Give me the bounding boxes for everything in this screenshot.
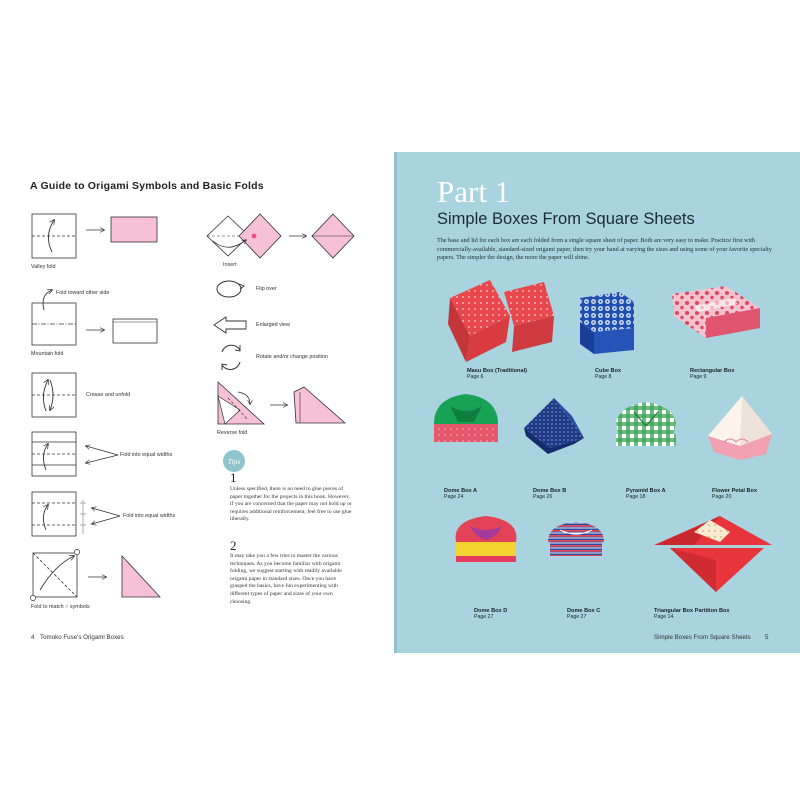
rotate-icon — [222, 345, 240, 370]
dome-box-a-image — [434, 394, 498, 442]
caption-enlarged-view: Enlarged view — [256, 322, 290, 328]
box-name: Rectangular Box — [690, 368, 735, 374]
box-name: Pyramid Box A — [626, 488, 666, 494]
box-page: Page 6 — [467, 374, 484, 380]
box-page: Page 24 — [444, 494, 464, 500]
caption-equal-widths-2: Fold into equal widths — [123, 513, 176, 519]
box-rectangular — [690, 368, 734, 380]
rectangular-box-image — [672, 286, 760, 338]
box-name: Triangular Box Partition Box — [654, 608, 730, 614]
box-name: Masu Box (Traditional) — [467, 368, 527, 374]
masu-box-image — [448, 280, 554, 362]
left-page-number: 4 — [31, 634, 35, 641]
dome-box-d-image — [456, 516, 517, 562]
dome-box-b-image — [524, 398, 584, 454]
tip-number-1: 1 — [230, 470, 237, 485]
tip-number-2: 2 — [230, 538, 237, 553]
intro-paragraph: The base and lid for each box are each folded from a single square sheet of paper. Both are very easy to make. Practice first with commercially-available, standard-sized origami paper, then try your hand at varying the sizes and using some of your favorite specialty papers. The simpler the design, the more the paper will shine. — [437, 237, 772, 262]
caption-flip-over: Flip over — [256, 286, 277, 292]
caption-crease-unfold: Crease and unfold — [86, 392, 131, 398]
left-footer-text: Tomoko Fuse's Origami Boxes — [40, 634, 124, 641]
right-page-number: 5 — [765, 634, 769, 641]
tip-text-1: Unless specified, there is no need to glue pieces of paper together for the projects in this book. However, if you are concerned that the paper may not hold up or requires additional reinforcement, feel free to use glue liberally. — [230, 486, 352, 523]
caption-valley-fold: Valley fold — [31, 264, 56, 270]
tips-badge: Tips — [223, 450, 245, 472]
fold-diagrams — [0, 0, 395, 630]
right-footer-text: Simple Boxes From Square Sheets — [654, 634, 751, 641]
caption-reverse-fold: Reverse fold — [217, 430, 248, 436]
equal-widths-diagram-2 — [32, 492, 120, 536]
box-name: Dome Box A — [444, 488, 478, 494]
box-page: Page 27 — [474, 614, 494, 620]
flower-petal-box-image — [708, 396, 772, 460]
dome-box-c-image — [548, 522, 604, 556]
box-flower-petal — [712, 488, 757, 500]
equal-widths-diagram-1 — [32, 432, 118, 476]
fold-to-match-diagram — [30, 549, 160, 600]
tip-text-2: It may take you a few tries to master the various techniques. As you become familiar with origami folding, we suggest starting with readily available origami paper in standard sizes. Once you have grasped the basics, have fun experimenting with different types of paper and sizes of your own choosing. — [230, 553, 342, 605]
box-triangular — [654, 608, 730, 620]
part-title: Part 1 — [437, 174, 511, 209]
box-cube — [595, 368, 621, 380]
reverse-fold-diagram — [218, 382, 345, 424]
box-dome-c — [567, 608, 600, 620]
box-name: Cube Box — [595, 368, 622, 374]
caption-fold-other-side: Fold toward other side — [56, 290, 110, 296]
cube-box-image — [580, 292, 634, 354]
box-dome-b — [533, 488, 566, 500]
box-page: Page 14 — [654, 614, 674, 620]
triangular-box-image — [654, 516, 772, 592]
valley-fold-diagram — [32, 214, 157, 258]
guide-title: A Guide to Origami Symbols and Basic Folds — [30, 180, 264, 192]
box-name: Dome Box B — [533, 488, 567, 494]
box-page: Page 8 — [595, 374, 612, 380]
box-name: Dome Box D — [474, 608, 508, 614]
box-page: Page 18 — [626, 494, 646, 500]
box-dome-a — [444, 488, 477, 500]
box-page: Page 26 — [533, 494, 553, 500]
box-masu — [467, 368, 527, 380]
insert-diagram — [207, 214, 354, 258]
enlarged-view-icon — [214, 317, 246, 333]
pyramid-box-a-image — [616, 402, 676, 446]
flip-over-icon — [217, 281, 244, 297]
crease-unfold-diagram — [32, 373, 76, 417]
caption-equal-widths-1: Fold into equal widths — [120, 452, 173, 458]
box-page: Page 27 — [567, 614, 587, 620]
box-page: Page 9 — [690, 374, 707, 380]
mountain-fold-diagram — [32, 290, 157, 345]
caption-fold-to-match: Fold to match ○ symbols — [31, 604, 90, 610]
box-name: Dome Box C — [567, 608, 601, 614]
box-name: Flower Petal Box — [712, 488, 758, 494]
section-title: Simple Boxes From Square Sheets — [437, 210, 695, 228]
box-pyramid-a — [626, 488, 666, 500]
box-page: Page 20 — [712, 494, 732, 500]
caption-mountain-fold: Mountain fold — [31, 351, 64, 357]
caption-rotate: Rotate and/or change position — [256, 354, 328, 360]
box-dome-d — [474, 608, 507, 620]
caption-insert: Insert — [223, 262, 237, 268]
box-illustrations — [394, 270, 800, 615]
